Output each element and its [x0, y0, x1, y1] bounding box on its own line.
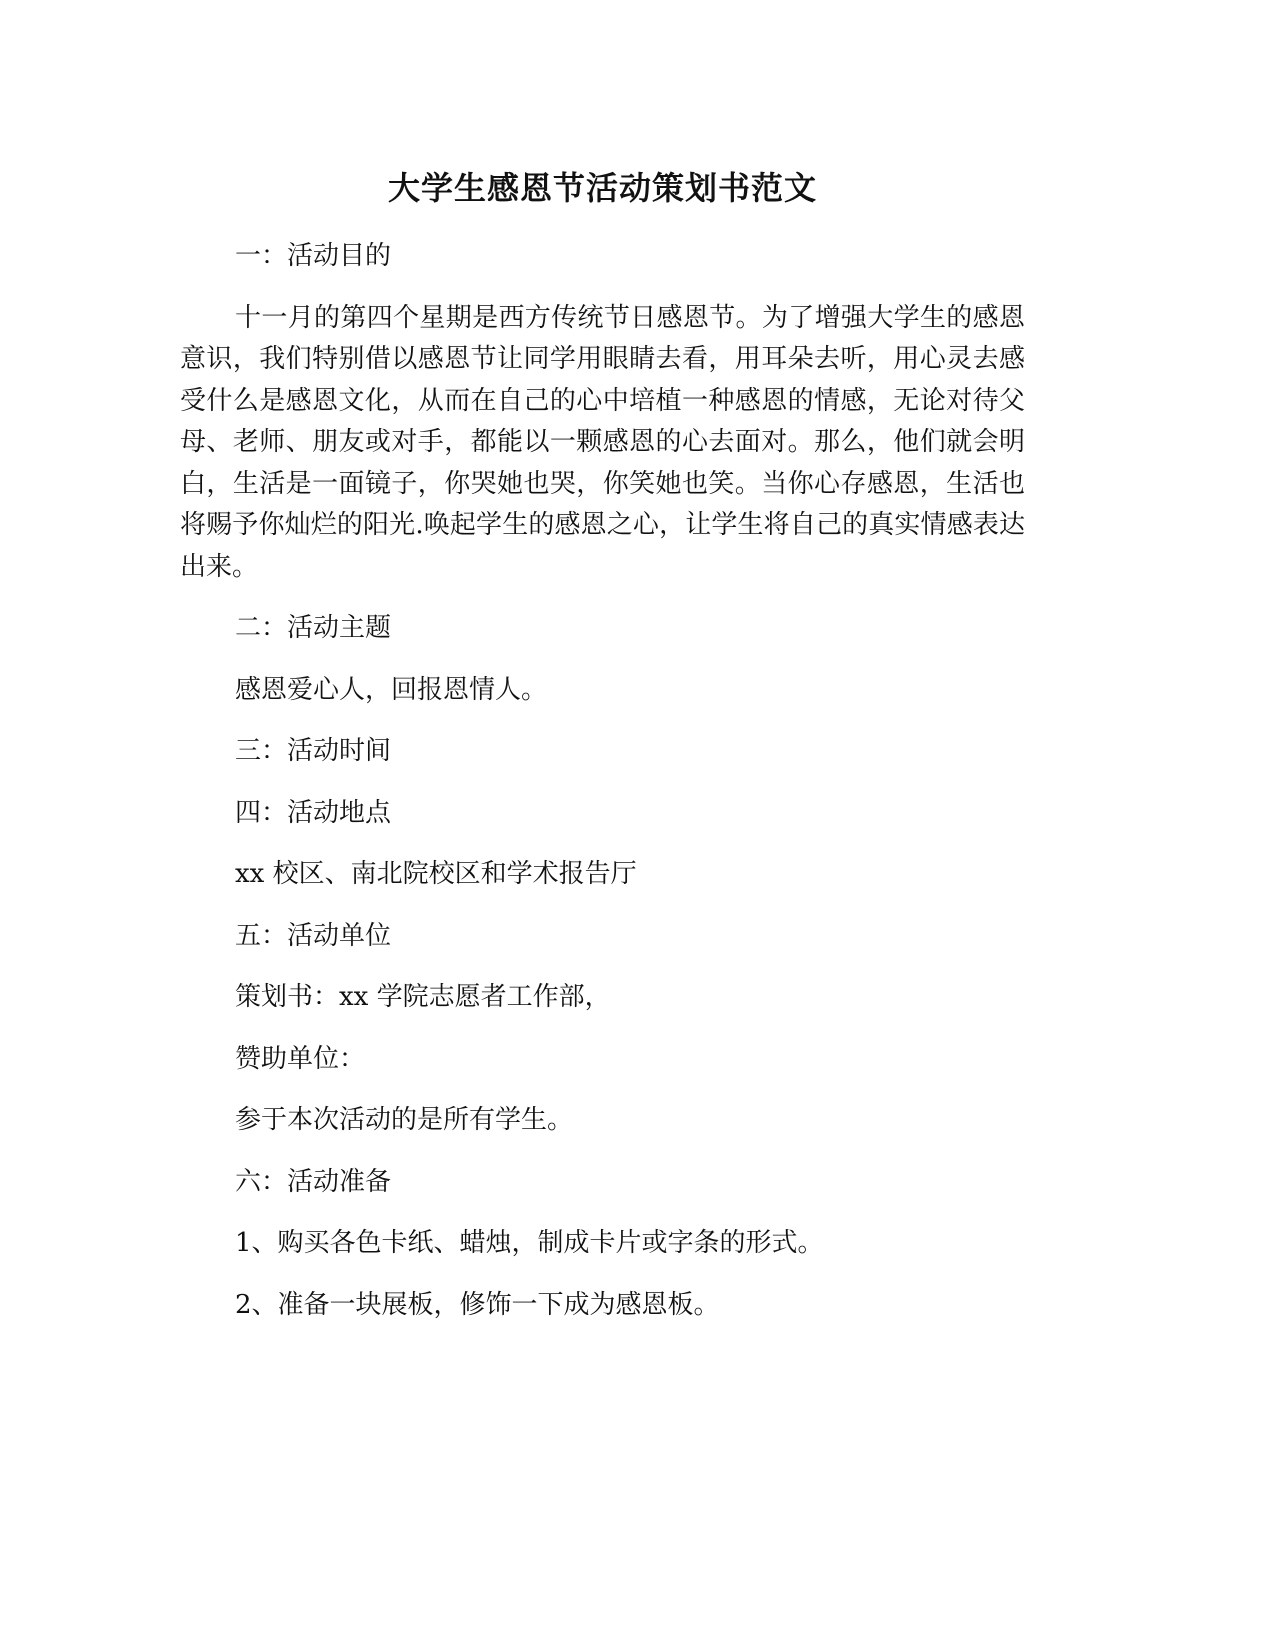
section-heading-time: 三：活动时间	[235, 736, 392, 766]
section-heading-purpose: 一：活动目的	[235, 241, 392, 271]
preparation-item-2: 2、准备一块展板，修饰一下成为感恩板。	[235, 1289, 720, 1320]
organization-participants: 参于本次活动的是所有学生。	[235, 1105, 574, 1135]
organization-sponsor: 赞助单位：	[235, 1043, 366, 1074]
section-body-place: xx 校区、南北院校区和学术报告厅	[235, 859, 637, 889]
section-heading-place: 四：活动地点	[235, 797, 392, 828]
section-heading-preparation: 六：活动准备	[235, 1166, 392, 1197]
document-title: 大学生感恩节活动策划书范文	[387, 169, 817, 207]
document-page	[180, 150, 1025, 1326]
section-body-theme: 感恩爱心人，回报恩情人。	[235, 674, 548, 705]
section-heading-theme: 二：活动主题	[235, 613, 392, 643]
section-heading-organization: 五：活动单位	[235, 920, 392, 951]
preparation-item-1: 1、购买各色卡纸、蜡烛，制成卡片或字条的形式。	[235, 1228, 824, 1258]
organization-planner: 策划书：xx 学院志愿者工作部，	[235, 982, 611, 1012]
section-body-purpose: 十一月的第四个星期是西方传统节日感恩节。为了增强大学生的感恩意识，我们特别借以感恩节让同学用眼睛去看，用耳朵去听，用心灵去感受什么是感恩文化，从而在自己的心中培植一种感恩的情感，无论对待父母、老师、朋友或对手，都能以一颗感恩的心去面对。那么，他们就会明白，生活是一面镜子，你哭她也哭，你笑她也笑。当你心存感恩，生活也将赐予你灿烂的阳光.唤起学生的感恩之心，让学生将自己的真实情感表达出来。	[180, 302, 1025, 582]
